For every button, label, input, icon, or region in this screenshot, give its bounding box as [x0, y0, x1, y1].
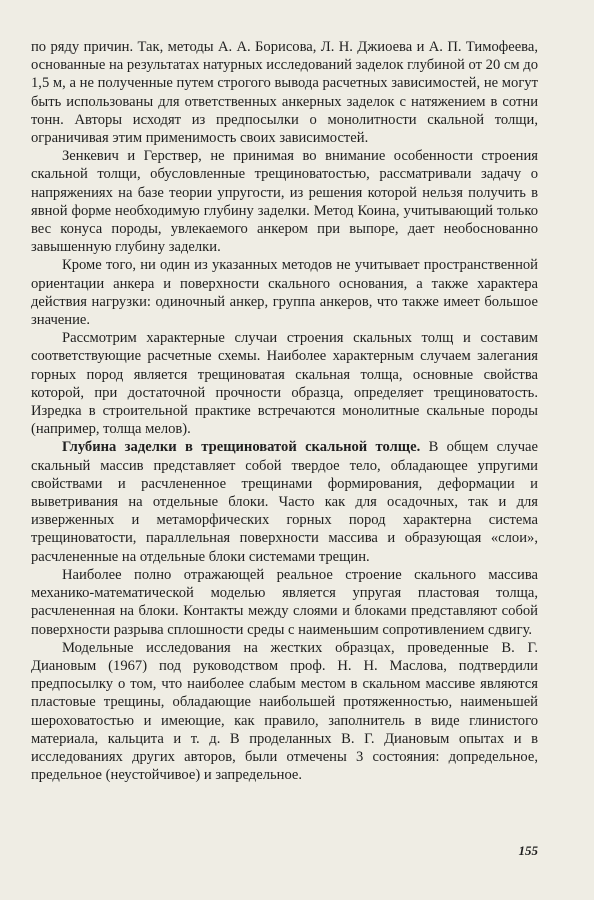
- paragraph-4-text: Рассмотрим характерные случаи строения скальных толщ и составим соответствующие расчетные схемы. Наиболее характерным случаем залегания горных пород является трещиноватая скальная толща, основные свойства которой, при достаточной прочности образца, определяет трещиноватость. Изредка в строительной практике встречаются монолитные скальные породы (например, толща мелов).: [31, 330, 538, 438]
- paragraph-1: [31, 38, 538, 147]
- paragraph-7: [31, 639, 538, 785]
- paragraph-7-text: Модельные исследования на жестких образцах, проведенные В. Г. Диановым (1967) под руководством проф. Н. Н. Маслова, подтвердили предпосылку о том, что наиболее слабым местом в скальном массиве являются пластовые трещины, обладающие наибольшей протяженностью, наименьшей шероховатостью и имеющие, как правило, заполнитель в виде глинистого материала, кальцита и т. д. В проделанных В. Г. Диановым опытах и в исследованиях других авторов, были отмечены 3 состояния: допредельное, предельное (неустойчивое) и запредельное.: [31, 639, 538, 784]
- paragraph-6: [31, 566, 538, 639]
- paragraph-5: [31, 438, 538, 565]
- paragraph-2-text: Зенкевич и Герствер, не принимая во внимание особенности строения скальной толщи, обусловленные трещиноватостью, рассматривали задачу о напряжениях на базе теории упругости, из решения которой нельзя получить в явной форме необходимую глубину заделки. Метод Коина, учитывающий только вес конуса породы, увлекаемого анкером при выпоре, дает необоснованно завышенную глубину заделки.: [31, 148, 538, 256]
- page-number: 155: [518, 843, 538, 858]
- paragraph-3-text: Кроме того, ни один из указанных методов не учитывает пространственной ориентации анкера и поверхности скального основания, а также характера действия нагрузки: одиночный анкер, группа анкеров, что также имеет большое значение.: [31, 257, 538, 329]
- paragraph-4: [31, 329, 538, 438]
- paragraph-3: [31, 256, 538, 329]
- section-run-in-heading: Глубина заделки в трещиноватой скальной толще.: [62, 439, 421, 456]
- paragraph-1-text: по ряду причин. Так, методы А. А. Борисова, Л. Н. Джиоева и А. П. Тимофеева, основанные на результатах натурных исследований заделок глубиной от 20 см до 1,5 м, а не полученные путем строгого вывода расчетных зависимостей, не могут быть использованы для ответственных анкерных заделок с натяжением в сотни тонн. Авторы исходят из предпосылки о монолитности скальной толщи, ограничивая этим применимость своих зависимостей.: [31, 39, 538, 147]
- paragraph-2: [31, 147, 538, 256]
- paragraph-6-text: Наиболее полно отражающей реальное строение скального массива механико-математической моделью является упругая пластовая толща, расчлененная на блоки. Контакты между слоями и блоками представляют собой поверхности разрыва сплошности среды с наименьшим сопротивлением сдвигу.: [31, 566, 538, 638]
- paragraph-5-text: В общем случае скальный массив представляет собой твердое тело, обладающее упругими свойствами и расчлененное трещинами формирования, деформации и выветривания на отдельные блоки. Часто как для осадочных, так и для изверженных и метаморфических горных пород характерна система трещиноватости, параллельная поверхности массива и образующая «слои», расчлененные на отдельные блоки системами трещин.: [31, 439, 539, 565]
